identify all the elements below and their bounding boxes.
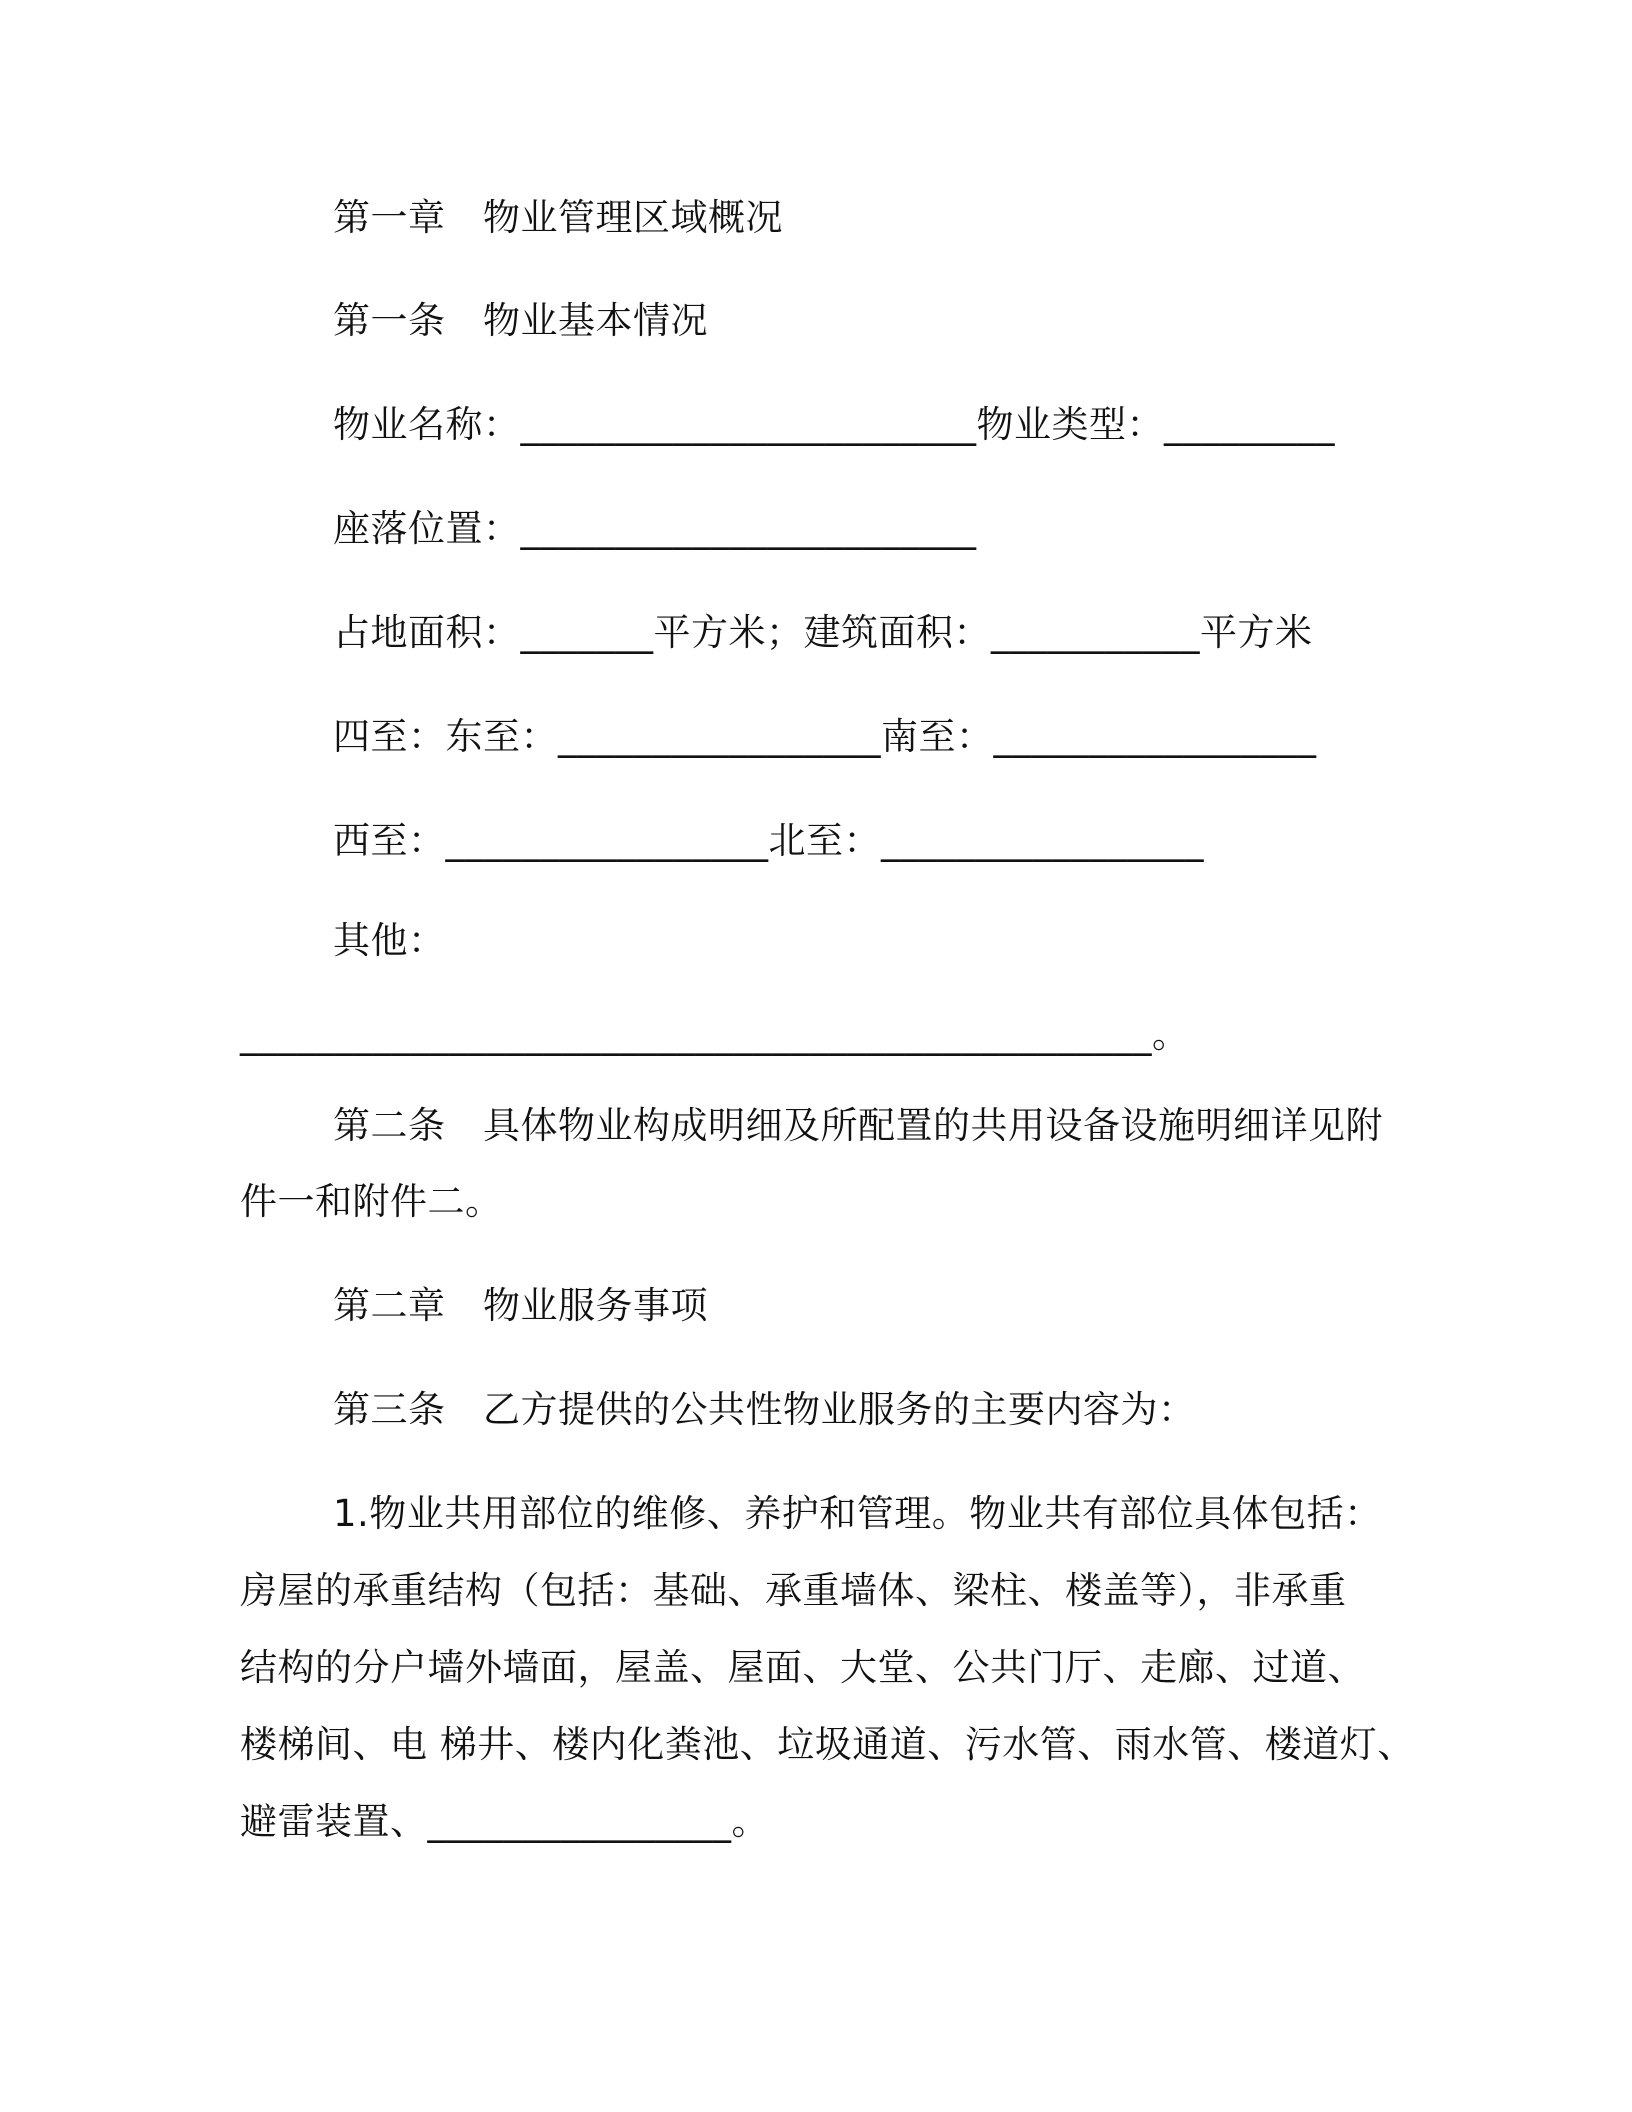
item-1-line-3: 结构的分户墙外墙面，屋盖、屋面、大堂、公共门厅、走廊、过道、: [240, 1646, 1365, 1689]
chapter-1-title: 第一章 物业管理区域概况: [333, 196, 783, 239]
property-name-type-line: 物业名称：________________________物业类型：_________: [333, 403, 1335, 446]
item-1-line-4: 楼梯间、电 梯井、楼内化粪池、垃圾通道、污水管、雨水管、楼道灯、: [240, 1723, 1415, 1766]
item-1-line-1: 1.物业共用部位的维修、养护和管理。物业共有部位具体包括：: [333, 1492, 1382, 1535]
item-1-line-5: 避雷装置、________________。: [240, 1800, 769, 1843]
article-1-title: 第一条 物业基本情况: [333, 299, 708, 342]
boundaries-west-north-line: 西至：_________________北至：_________________: [333, 819, 1204, 862]
item-1-line-2: 房屋的承重结构（包括：基础、承重墙体、梁柱、楼盖等），非承重: [240, 1569, 1347, 1612]
other-blank-line: ________________________________________________。: [240, 1013, 1190, 1056]
other-label: 其他：: [333, 919, 446, 962]
location-line: 座落位置：________________________: [333, 507, 977, 550]
boundaries-east-south-line: 四至：东至：_________________南至：_________________: [333, 715, 1317, 758]
article-2-line-2: 件一和附件二。: [240, 1180, 503, 1223]
area-line: 占地面积：_______平方米；建筑面积：___________平方米: [333, 611, 1313, 654]
chapter-2-title: 第二章 物业服务事项: [333, 1284, 708, 1327]
article-2-line-1: 第二条 具体物业构成明细及所配置的共用设备设施明细详见附: [333, 1104, 1383, 1147]
article-3-title: 第三条 乙方提供的公共性物业服务的主要内容为：: [333, 1388, 1196, 1431]
